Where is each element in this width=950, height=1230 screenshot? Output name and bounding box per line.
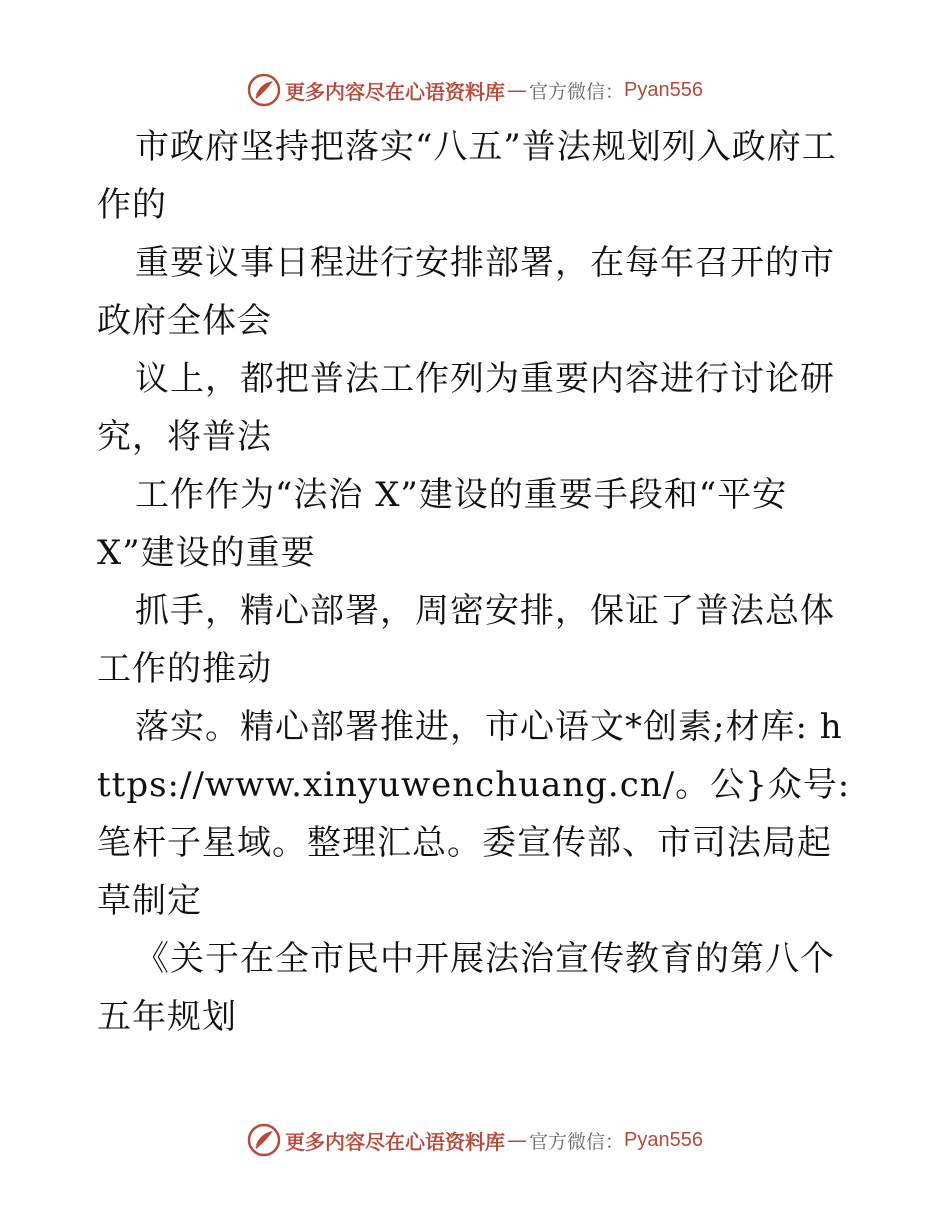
logo-icon bbox=[247, 73, 281, 107]
logo-icon bbox=[247, 1123, 281, 1157]
banner-official-label: 官方微信： bbox=[529, 1130, 625, 1153]
document-body bbox=[97, 118, 857, 1046]
banner-separator: — bbox=[507, 78, 527, 102]
banner-wechat-id: Pyan556 bbox=[624, 1128, 703, 1151]
paragraph: 市政府坚持把落实“八五”普法规划列入政府工作的 bbox=[97, 127, 837, 225]
banner-wechat-id: Pyan556 bbox=[624, 78, 703, 101]
banner-official-label: 官方微信： bbox=[529, 80, 625, 103]
paragraph: 议上，都把普法工作列为重要内容进行讨论研究，将普法 bbox=[97, 359, 835, 457]
paragraph: 工作作为“法治 X”建设的重要手段和“平安 X”建设的重要 bbox=[97, 475, 788, 573]
banner-separator: — bbox=[507, 1128, 527, 1152]
paragraph: 抓手，精心部署，周密安排，保证了普法总体工作的推动 bbox=[97, 591, 835, 689]
footer-banner bbox=[0, 1120, 950, 1160]
banner-promo-text: 更多内容尽在心语资料库 bbox=[285, 79, 505, 104]
header-banner bbox=[0, 70, 950, 110]
paragraph: 落实。精心部署推进，市心语文*创素;材库: https://www.xinyuwenchuang.cn/。公}众号: 笔杆子星域。整理汇总。委宣传部、市司法局起草制定 bbox=[97, 707, 851, 921]
paragraph: 《关于在全市民中开展法治宣传教育的第八个五年规划 bbox=[97, 939, 835, 1037]
paragraph: 重要议事日程进行安排部署，在每年召开的市政府全体会 bbox=[97, 243, 835, 341]
banner-promo-text: 更多内容尽在心语资料库 bbox=[285, 1129, 505, 1154]
